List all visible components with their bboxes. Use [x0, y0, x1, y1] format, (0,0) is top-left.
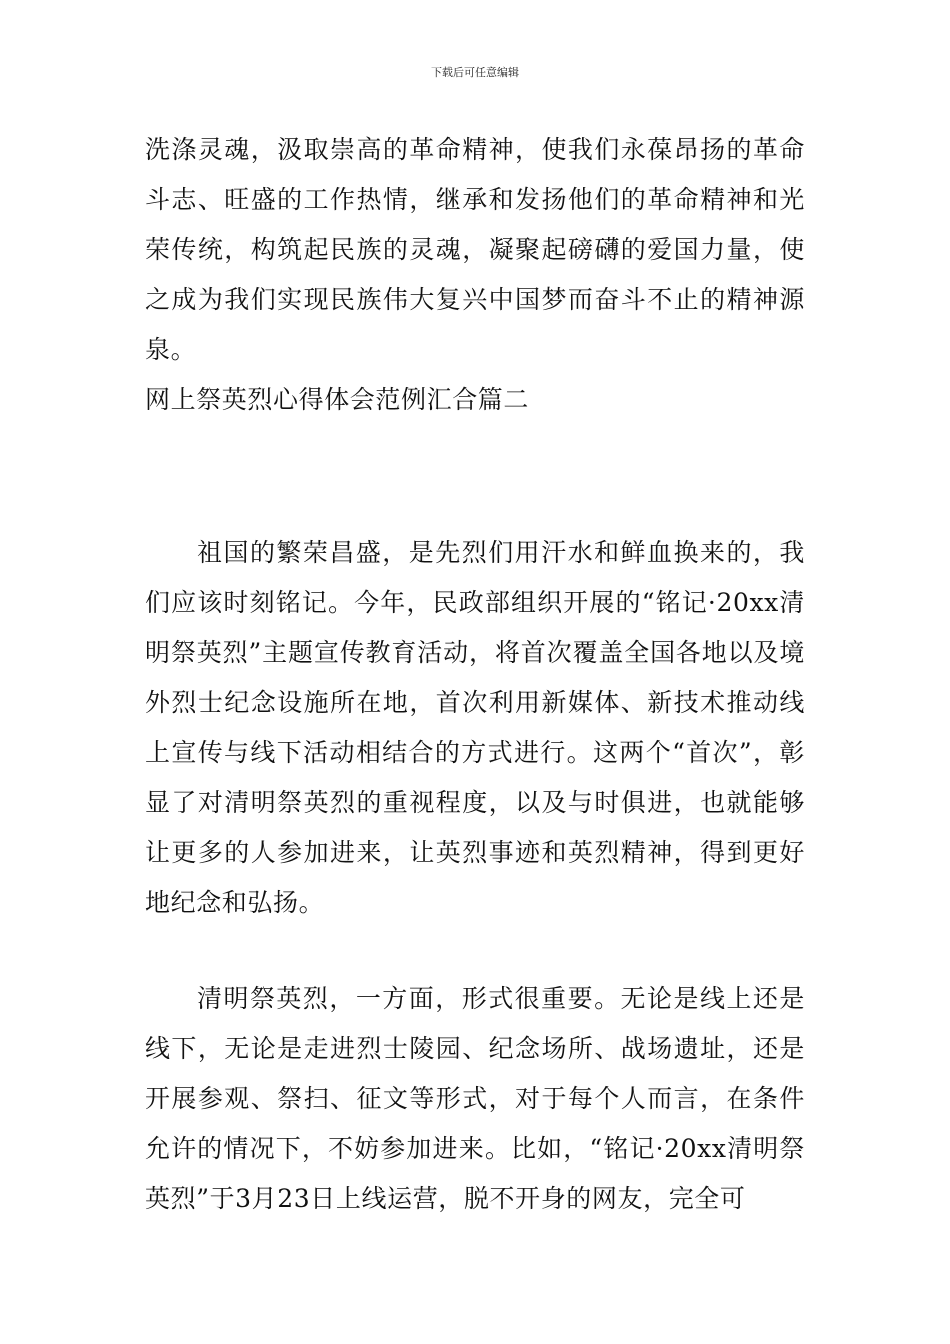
paragraph-2: 清明祭英烈，一方面，形式很重要。无论是线上还是线下，无论是走进烈士陵园、纪念场所、战场遗址，还是开展参观、祭扫、征文等形式，对于每个人而言，在条件允许的情况下，不妨参加进来。比如，“铭记·20xx清明祭英烈”于3月23日上线运营，脱不开身的网友，完全可 [145, 984, 805, 1213]
document-body [145, 125, 805, 1224]
section-title: 网上祭英烈心得体会范例汇合篇二 [145, 385, 530, 414]
paragraph-1: 祖国的繁荣昌盛，是先烈们用汗水和鲜血换来的，我们应该时刻铭记。今年，民政部组织开展的“铭记·20xx清明祭英烈”主题宣传教育活动，将首次覆盖全国各地以及境外烈士纪念设施所在地，首次利用新媒体、新技术推动线上宣传与线下活动相结合的方式进行。这两个“首次”，彰显了对清明祭英烈的重视程度，以及与时俱进，也就能够让更多的人参加进来，让英烈事迹和英烈精神，得到更好地纪念和弘扬。 [145, 538, 805, 917]
paragraph-continuation: 洗涤灵魂，汲取崇高的革命精神，使我们永葆昂扬的革命斗志、旺盛的工作热情，继承和发扬他们的革命精神和光荣传统，构筑起民族的灵魂，凝聚起磅礴的爱国力量，使之成为我们实现民族伟大复兴中国梦而奋斗不止的精神源泉。 [145, 135, 805, 364]
page-header-note: 下载后可任意编辑 [431, 66, 519, 79]
spacer [145, 928, 805, 974]
spacer [145, 425, 805, 528]
